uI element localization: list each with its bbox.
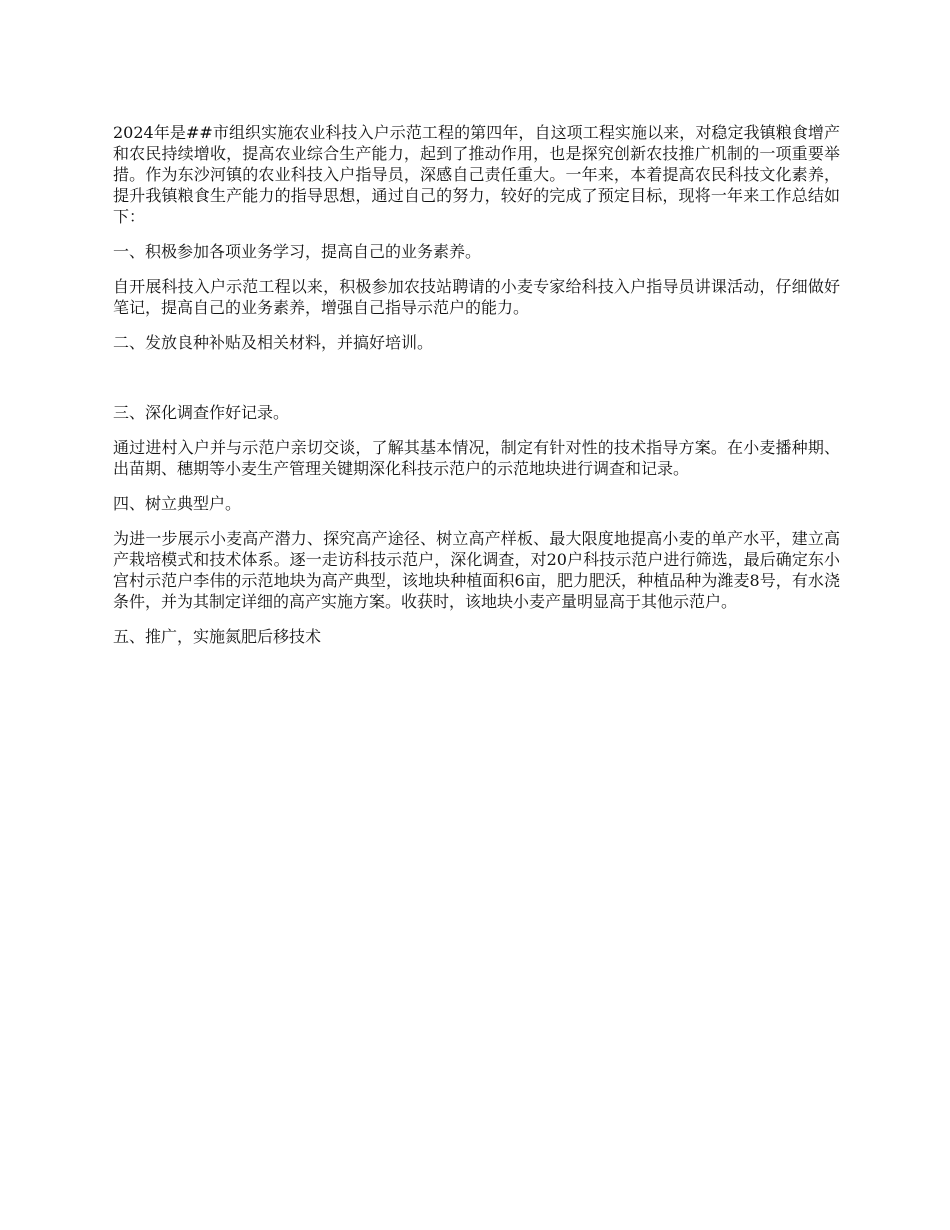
section-4-paragraph: 为进一步展示小麦高产潜力、探究高产途径、树立高产样板、最大限度地提高小麦的单产水平，建立高产栽培模式和技术体系。逐一走访科技示范户，深化调查，对20户科技示范户进行筛选，最后确定东小宫村示范户李伟的示范地块为高产典型，该地块种植面积6亩，肥力肥沃，种植品种为潍麦8号，有水浇条件，并为其制定详细的高产实施方案。收获时，该地块小麦产量明显高于其他示范户。 (113, 529, 840, 611)
section-heading-2: 二、发放良种补贴及相关材料，并搞好培训。 (113, 333, 434, 352)
document-body (113, 122, 840, 661)
section-3-paragraph: 通过进村入户并与示范户亲切交谈，了解其基本情况，制定有针对性的技术指导方案。在小麦播种期、出苗期、穗期等小麦生产管理关键期深化科技示范户的示范地块进行调查和记录。 (113, 438, 840, 478)
section-heading-1: 一、积极参加各项业务学习，提高自己的业务素养。 (113, 242, 482, 261)
section-heading-5: 五、推广，实施氮肥后移技术 (113, 627, 322, 646)
blank-space (113, 367, 840, 402)
section-1-paragraph: 自开展科技入户示范工程以来，积极参加农技站聘请的小麦专家给科技入户指导员讲课活动，仔细做好笔记，提高自己的业务素养，增强自己指导示范户的能力。 (113, 277, 840, 317)
section-heading-4: 四、树立典型户。 (113, 494, 242, 513)
intro-paragraph: 2024年是##市组织实施农业科技入户示范工程的第四年，自这项工程实施以来，对稳定我镇粮食增产和农民持续增收，提高农业综合生产能力，起到了推动作用，也是探究创新农技推广机制的一项重要举措。作为东沙河镇的农业科技入户指导员，深感自己责任重大。一年来，本着提高农民科技文化素养，提升我镇粮食生产能力的指导思想，通过自己的努力，较好的完成了预定目标，现将一年来工作总结如下： (113, 123, 840, 226)
section-heading-3: 三、深化调查作好记录。 (113, 403, 290, 422)
